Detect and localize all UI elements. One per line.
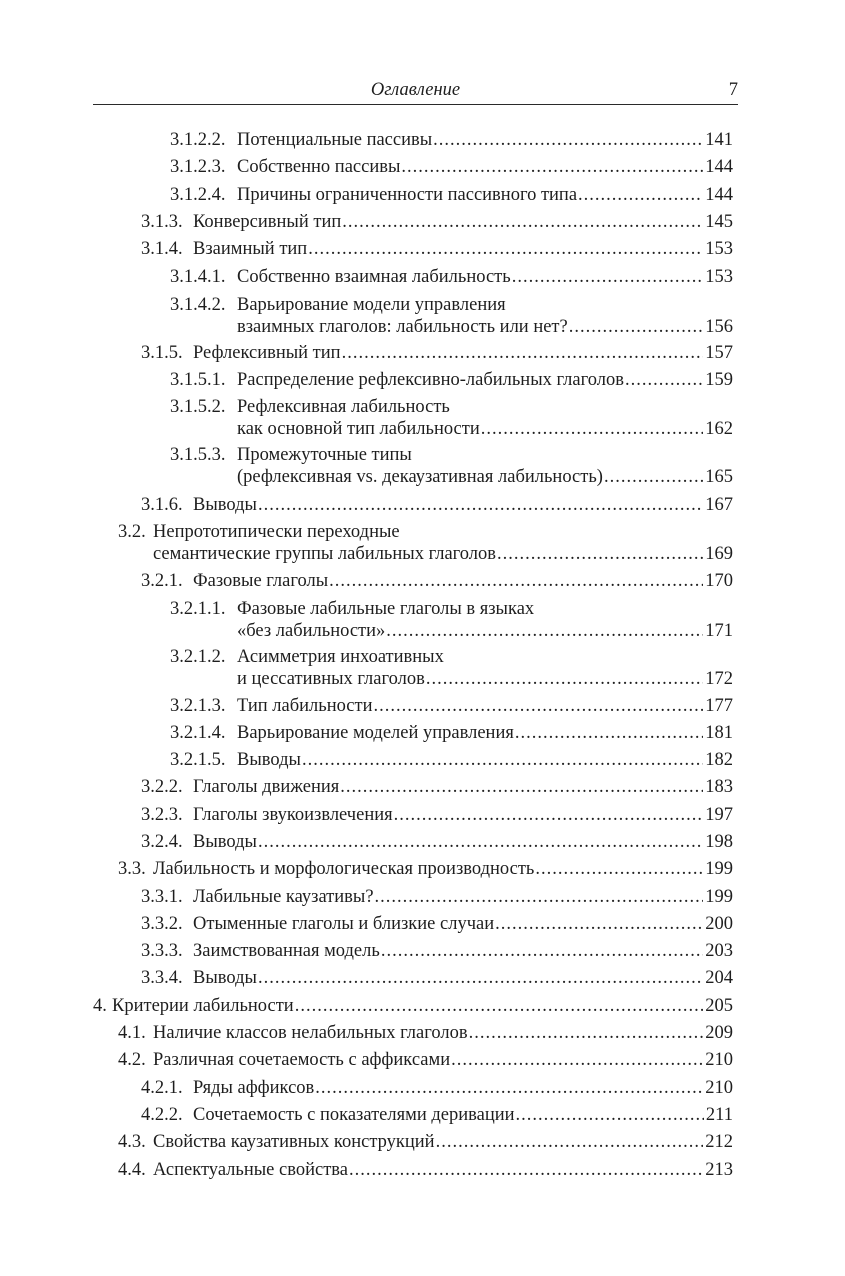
toc-entry[interactable] [141,1104,733,1126]
toc-entry-title: Потенциальные пассивы [237,130,433,150]
toc-entry-title: семантические группы лабильных глаголов [153,544,497,564]
toc-entry-number: 3.1.3. [141,212,183,232]
toc-entry-title: Промежуточные типы [237,445,412,465]
dot-leader [315,1077,703,1099]
toc-entry-title: Лабильные каузативы? [193,887,374,907]
dot-leader [258,494,703,516]
toc-entry[interactable] [170,369,733,391]
dot-leader [349,1159,703,1181]
toc-entry-number: 3.1.2.2. [170,130,226,150]
toc-entry-page: 210 [705,1050,733,1070]
toc-entry[interactable] [141,211,733,233]
toc-entry-page: 145 [705,212,733,232]
toc-entry-title: Асимметрия инхоативных [237,647,444,667]
toc-entry-page: 169 [705,544,733,564]
toc-entry[interactable] [118,521,733,565]
dot-leader [426,668,703,690]
toc-entry-page: 171 [705,621,733,641]
toc-entry-page: 172 [705,669,733,689]
toc-entry-number: 3.1.4.1. [170,267,226,287]
toc-entry-number: 4.1. [118,1023,146,1043]
toc-entry-title: Выводы [237,750,301,770]
toc-entry-title: Сочетаемость с показателями деривации [193,1105,515,1125]
toc-entry[interactable] [141,804,733,826]
toc-entry-number: 3.2. [118,522,146,542]
toc-entry[interactable] [170,749,733,771]
toc-entry[interactable] [93,995,733,1017]
toc-entry-number: 3.3. [118,859,146,879]
toc-entry-number: 3.1.2.3. [170,157,226,177]
toc-entry-page: 162 [705,419,733,439]
toc-entry-number: 4.2.1. [141,1078,183,1098]
toc-entry-page: 165 [705,467,733,487]
toc-entry-title: Фазовые глаголы [193,571,329,591]
toc-entry-number: 3.1.5. [141,343,183,363]
toc-entry-page: 182 [705,750,733,770]
dot-leader [535,858,703,880]
toc-entry[interactable] [141,494,733,516]
toc-entry-page: 159 [705,370,733,390]
toc-entry-number: 3.2.1. [141,571,183,591]
toc-entry-title: Отыменные глаголы и близкие случаи [193,914,495,934]
toc-entry[interactable] [170,722,733,744]
toc-entry[interactable] [141,238,733,260]
toc-entry-title: Глаголы звукоизвлечения [193,805,393,825]
dot-leader [394,804,704,826]
toc-entry-title: как основной тип лабильности [237,419,480,439]
dot-leader [381,940,703,962]
dot-leader [481,418,703,440]
toc-entry-page: 170 [705,571,733,591]
toc-entry-page: 167 [705,495,733,515]
dot-leader [401,156,703,178]
toc-entry-title: Ряды аффиксов [193,1078,315,1098]
toc-entry-number: 3.3.4. [141,968,183,988]
toc-entry-page: 141 [705,130,733,150]
toc-entry-title: (рефлексивная vs. декаузативная лабильность) [237,467,603,487]
toc-entry-number: 4.4. [118,1160,146,1180]
toc-entry-page: 157 [705,343,733,363]
toc-entry-number: 3.2.4. [141,832,183,852]
toc-entry-title: Глаголы движения [193,777,340,797]
toc-entry[interactable] [141,886,733,908]
toc-entry-page: 199 [705,859,733,879]
dot-leader [569,316,704,338]
toc-entry-title: Варьирование модели управления [237,295,506,315]
toc-entry-page: 210 [705,1078,733,1098]
dot-leader [436,1131,704,1153]
toc-entry[interactable] [141,940,733,962]
toc-entry-page: 209 [705,1023,733,1043]
toc-entry[interactable] [141,967,733,989]
toc-entry[interactable] [170,294,733,338]
toc-entry-title: Тип лабильности [237,696,373,716]
dot-leader [258,967,703,989]
dot-leader [604,466,703,488]
toc-entry[interactable] [141,776,733,798]
dot-leader [512,266,704,288]
toc-entry-page: 183 [705,777,733,797]
toc-entry-title: Рефлексивная лабильность [237,397,450,417]
toc-entry-number: 3.1.6. [141,495,183,515]
toc-entry-page: 199 [705,887,733,907]
toc-entry-number: 3.1.4. [141,239,183,259]
toc-entry-title: Собственно пассивы [237,157,401,177]
toc-entry-title: Рефлексивный тип [193,343,341,363]
toc-entry-title: Различная сочетаемость с аффиксами [153,1050,451,1070]
toc-entry-page: 144 [705,157,733,177]
toc-entry-title: Аспектуальные свойства [153,1160,348,1180]
toc-entry[interactable] [170,444,733,488]
toc-entry-title: Взаимный тип [193,239,308,259]
toc-entry-title: Непрототипически переходные [153,522,400,542]
toc-entry[interactable] [141,913,733,935]
dot-leader [433,129,703,151]
toc-entry[interactable] [118,1049,733,1071]
toc-entry-title: Критерии лабильности [112,996,294,1016]
toc-entry-number: 3.1.5.1. [170,370,226,390]
toc-entry-page: 153 [705,267,733,287]
dot-leader [386,620,703,642]
toc-entry-title: Причины ограниченности пассивного типа [237,185,578,205]
toc-entry[interactable] [118,1022,733,1044]
toc-entry-number: 3.2.1.1. [170,599,226,619]
toc-entry[interactable] [141,342,733,364]
toc-entry[interactable] [170,129,733,151]
toc-entry-title: и цессативных глаголов [237,669,425,689]
toc-entry-page: 177 [705,696,733,716]
dot-leader [342,211,703,233]
toc-entry-title: Выводы [193,968,257,988]
toc-entry-page: 197 [705,805,733,825]
toc-entry-number: 3.2.2. [141,777,183,797]
dot-leader [515,722,703,744]
toc-entry-title: Распределение рефлексивно-лабильных глаголов [237,370,624,390]
toc-entry-number: 4.2.2. [141,1105,183,1125]
toc-entry-title: Заимствованная модель [193,941,380,961]
toc-entry-title: Выводы [193,495,257,515]
toc-entry-number: 3.3.3. [141,941,183,961]
toc-entry-title: Наличие классов нелабильных глаголов [153,1023,468,1043]
toc-entry-number: 3.1.5.2. [170,397,226,417]
running-title: Оглавление [370,80,461,100]
toc-entry[interactable] [170,266,733,288]
toc-entry[interactable] [141,570,733,592]
toc-entry-number: 3.1.4.2. [170,295,226,315]
toc-entry-title: Варьирование моделей управления [237,723,514,743]
toc-entry-title: «без лабильности» [237,621,386,641]
toc-entry-title: Лабильность и морфологическая производность [153,859,535,879]
toc-entry[interactable] [170,156,733,178]
dot-leader [497,543,703,565]
toc-entry[interactable] [170,396,733,440]
dot-leader [625,369,703,391]
dot-leader [578,184,703,206]
toc-entry[interactable] [170,598,733,642]
toc-entry-title: Выводы [193,832,257,852]
dot-leader [308,238,703,260]
toc-entry-number: 4.3. [118,1132,146,1152]
toc-entry-title: Свойства каузативных конструкций [153,1132,435,1152]
toc-entry-number: 3.2.3. [141,805,183,825]
toc-entry[interactable] [118,1131,733,1153]
dot-leader [451,1049,703,1071]
toc-entry[interactable] [141,831,733,853]
toc-entry-page: 153 [705,239,733,259]
toc-entry-number: 3.1.5.3. [170,445,226,465]
toc-entry-page: 211 [705,1105,733,1125]
toc-entry-title: Собственно взаимная лабильность [237,267,511,287]
toc-entry-page: 213 [705,1160,733,1180]
dot-leader [258,831,703,853]
toc-entry[interactable] [170,646,733,690]
dot-leader [516,1104,704,1126]
toc-entry-title: Конверсивный тип [193,212,342,232]
toc-entry-number: 4. [93,996,107,1016]
toc-entry-number: 3.2.1.3. [170,696,226,716]
toc-entry[interactable] [170,184,733,206]
toc-entry-number: 3.1.2.4. [170,185,226,205]
toc-entry[interactable] [118,1159,733,1181]
dot-leader [342,342,704,364]
toc-entry-title: Фазовые лабильные глаголы в языках [237,599,535,619]
toc-entry-number: 3.3.1. [141,887,183,907]
toc-entry-page: 198 [705,832,733,852]
toc-entry-number: 3.2.1.4. [170,723,226,743]
dot-leader [469,1022,704,1044]
page-number: 7 [728,80,738,100]
dot-leader [375,886,704,908]
toc-entry-number: 4.2. [118,1050,146,1070]
toc-entry-page: 205 [705,996,733,1016]
toc-entry-title: взаимных глаголов: лабильность или нет? [237,317,568,337]
dot-leader [295,995,704,1017]
toc-entry-page: 144 [705,185,733,205]
dot-leader [374,695,704,717]
toc-entry-number: 3.2.1.5. [170,750,226,770]
dot-leader [340,776,703,798]
dot-leader [302,749,703,771]
toc-entry-page: 200 [705,914,733,934]
toc-entry-page: 212 [705,1132,733,1152]
toc-entry-page: 203 [705,941,733,961]
toc-entry-page: 181 [705,723,733,743]
toc-entry-page: 156 [705,317,733,337]
toc-entry-page: 204 [705,968,733,988]
toc-entry[interactable] [118,858,733,880]
toc-entry-number: 3.2.1.2. [170,647,226,667]
dot-leader [495,913,703,935]
toc-entry[interactable] [170,695,733,717]
toc-entry[interactable] [141,1077,733,1099]
toc-entry-number: 3.3.2. [141,914,183,934]
dot-leader [329,570,703,592]
